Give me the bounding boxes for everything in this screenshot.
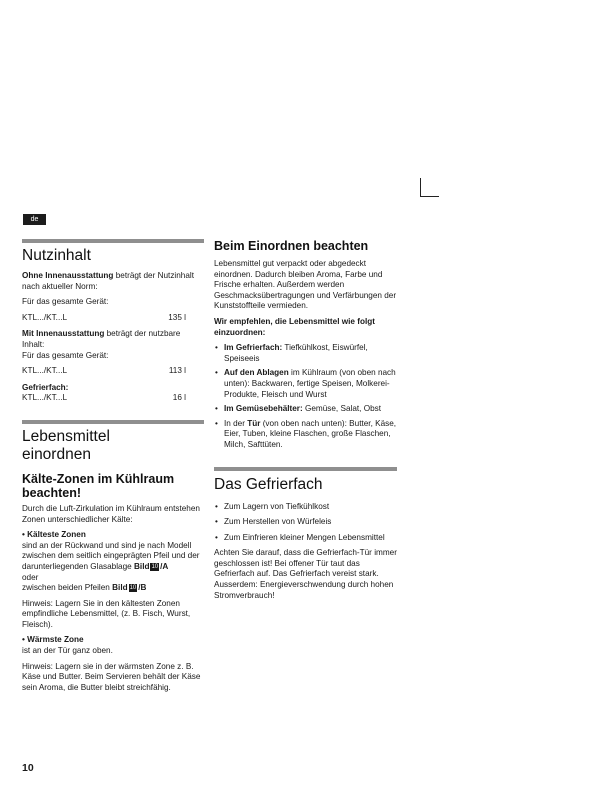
crop-mark xyxy=(420,178,439,197)
capacity-row xyxy=(22,393,204,404)
list-item: • Im Gemüsebehälter: Gemüse, Salat, Obst xyxy=(214,404,397,415)
model-label: KTL.../KT...L xyxy=(22,393,68,403)
paragraph-ohne-innenausstattung: Ohne Innenausstattung beträgt der Nutzinhalt nach aktueller Norm: xyxy=(22,271,194,291)
storage-list xyxy=(214,343,397,450)
figure-ref-badge: 10 xyxy=(129,585,137,592)
section-title-lebensmittel: Lebensmittel einordnen xyxy=(22,427,110,463)
paragraph-mit-innenausstattung: Mit Innenausstattung beträgt der nutzbare Inhalt: Für das gesamte Gerät: xyxy=(22,329,181,360)
capacity-value: 113 l xyxy=(168,366,186,376)
section-rule xyxy=(22,420,204,424)
list-item: • Zum Herstellen von Würfeleis xyxy=(214,517,397,528)
paragraph-kaelteste-zonen: sind an der Rückwand und sind je nach Modell zwischen dem seitlich eingeprägten Pfeil und der darunterliegenden Glasablage Bild 10 /A xyxy=(22,540,200,571)
paragraph-hinweis-kalt: Hinweis: Lagern Sie in den kältesten Zonen empfindliche Lebensmittel, (z. B. Fisch, Wurst, Fleisch). xyxy=(22,598,191,629)
list-item: • Zum Einfrieren kleiner Mengen Lebensmittel xyxy=(214,533,397,544)
paragraph-hinweis-warm: Hinweis: Lagern sie in der wärmsten Zone z. B. Käse und Butter. Beim Servieren behält der Käse sein Aroma, die Butter bleibt streichfähig. xyxy=(22,661,201,692)
list-item: • In der Tür (von oben nach unten): Butter, Käse, Eier, Tuben, kleine Flaschen, große Flaschen, Milch, Safttüten. xyxy=(214,419,397,451)
capacity-row xyxy=(22,366,204,377)
paragraph-zwischen-pfeilen: zwischen beiden Pfeilen Bild 10 /B xyxy=(22,583,147,593)
section-title-gefrierfach: Das Gefrierfach xyxy=(214,475,323,493)
language-badge: de xyxy=(23,214,46,225)
capacity-row xyxy=(22,313,204,324)
heading-waermste-zone: • Wärmste Zone xyxy=(22,635,84,645)
paragraph-verpackt: Lebensmittel gut verpackt oder abgedeckt einordnen. Dadurch bleiben Aroma, Farbe und Frische erhalten. Außerdem werden Geschmacksübertragungen und Verfärbungen der Kunststoffteile vermieden. xyxy=(214,259,397,311)
paragraph-empfehlung: Wir empfehlen, die Lebensmittel wie folgt einzuordnen: xyxy=(214,316,375,337)
capacity-value: 16 l xyxy=(172,393,186,403)
left-column xyxy=(22,239,204,698)
section-title-einordnen: Beim Einordnen beachten xyxy=(214,239,369,253)
section-rule xyxy=(22,239,204,243)
model-label: KTL.../KT...L xyxy=(22,366,68,376)
paragraph-waermste-zone: ist an der Tür ganz oben. xyxy=(22,646,113,656)
section-rule xyxy=(214,467,397,471)
list-item: • Auf den Ablagen im Kühlraum (von oben nach unten): Backwaren, fertige Speisen, Molkerei- Produkte, Fleisch und Wurst xyxy=(214,368,397,400)
freezer-list xyxy=(214,502,397,544)
page-number: 10 xyxy=(22,762,34,774)
right-column xyxy=(214,239,397,606)
paragraph-intro: Durch die Luft-Zirkulation im Kühlraum entstehen Zonen unterschiedlicher Kälte: xyxy=(22,503,200,524)
subheading-kaelte-zonen: Kälte-Zonen im Kühlraum beachten! xyxy=(22,471,175,500)
list-item: • Im Gefrierfach: Tiefkühlkost, Eiswürfel, Speiseeis xyxy=(214,343,397,364)
figure-ref-badge: 10 xyxy=(151,563,159,570)
freezer-label: Gefrierfach: xyxy=(22,382,69,392)
paragraph-gesamtes-geraet: Für das gesamte Gerät: xyxy=(22,297,109,307)
heading-kaelteste-zonen: • Kälteste Zonen xyxy=(22,530,86,540)
list-item: • Zum Lagern von Tiefkühlkost xyxy=(214,502,397,513)
paragraph-gefrierfach-hinweis: Achten Sie darauf, dass die Gefrierfach-Tür immer geschlossen ist! Bei offener Tür taut das Gefrierfach auf. Das Gefrierfach vereist stark. Ausserdem: Energieverschwendung durch hohen Stromverbrauch! xyxy=(214,548,397,600)
section-title-nutzinhalt: Nutzinhalt xyxy=(22,247,91,264)
paragraph-oder: oder xyxy=(22,572,39,582)
model-label: KTL.../KT...L xyxy=(22,312,68,322)
capacity-value: 135 l xyxy=(168,312,186,322)
